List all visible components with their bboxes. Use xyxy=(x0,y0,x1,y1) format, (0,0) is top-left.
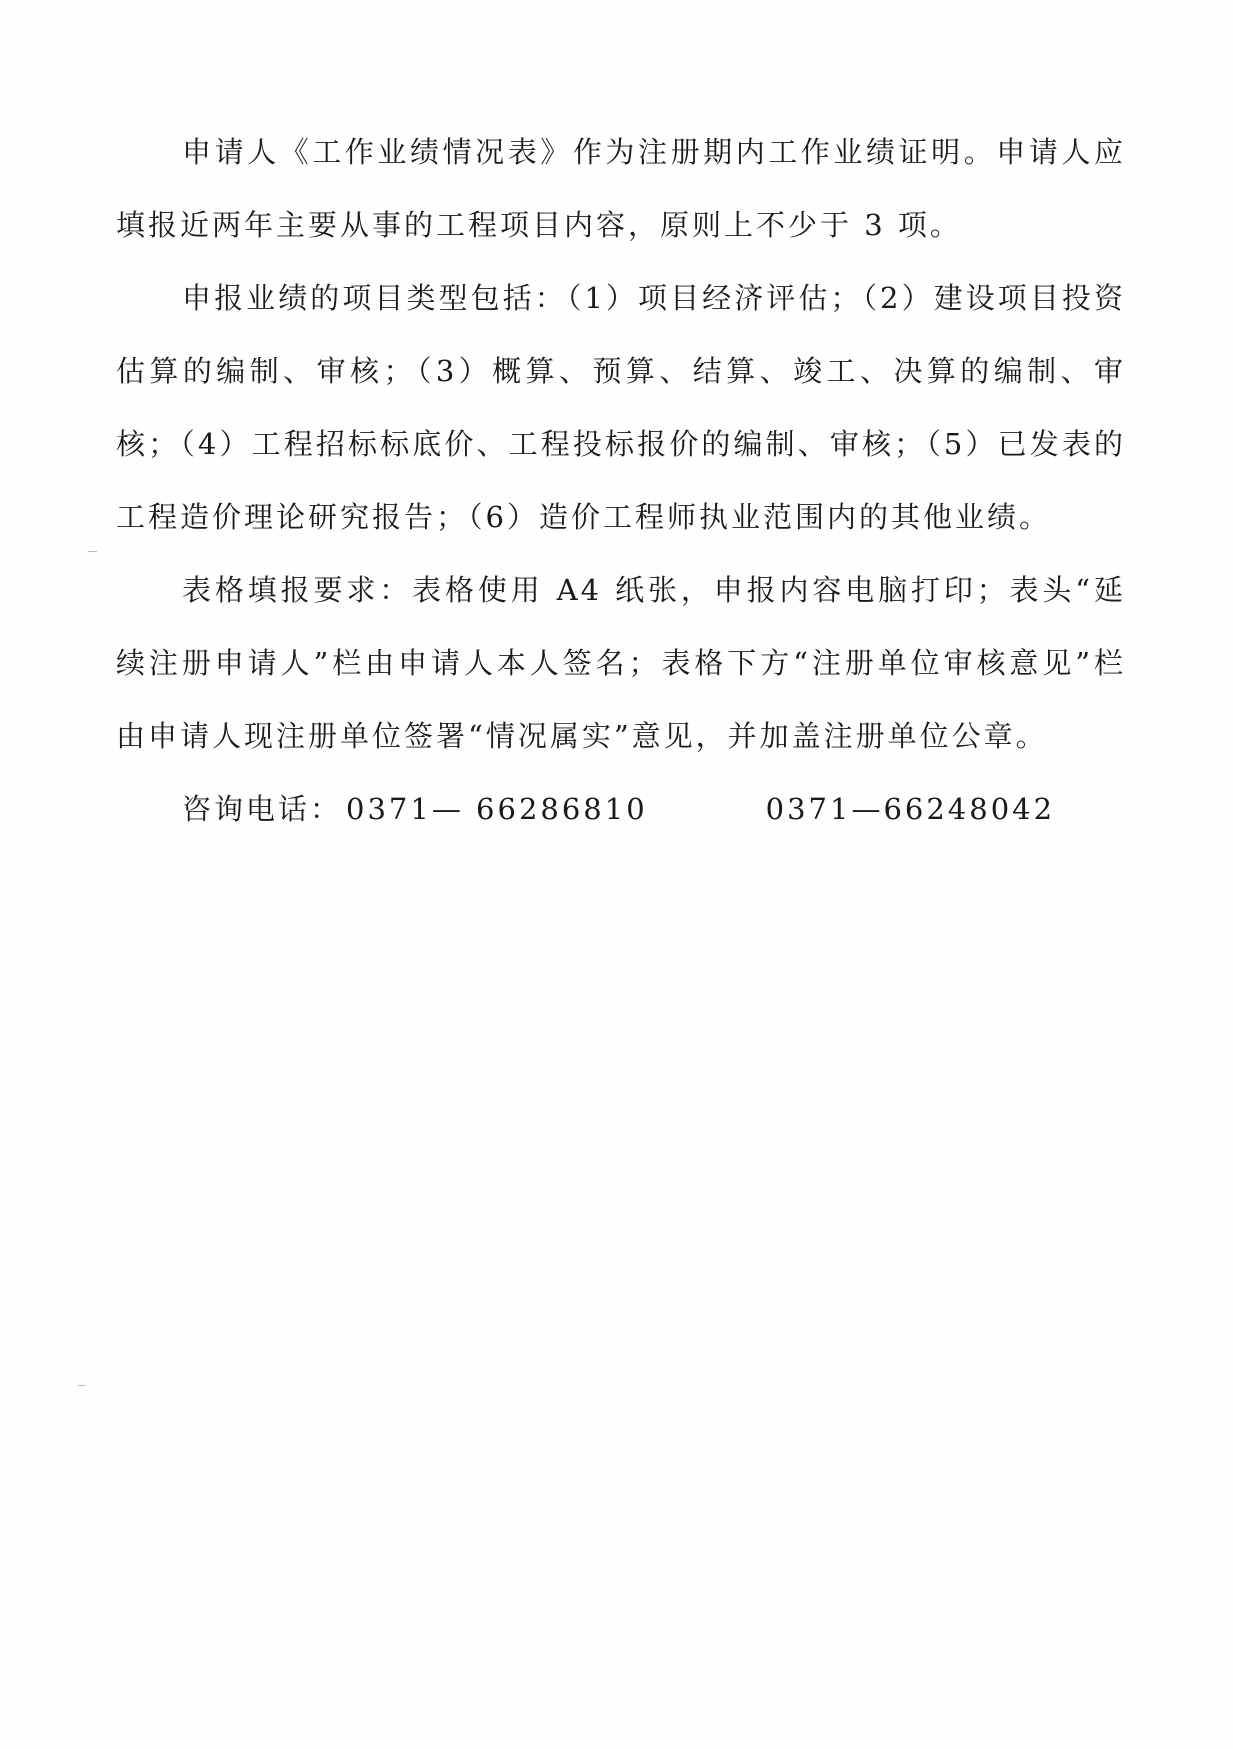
scan-speck xyxy=(78,1385,86,1386)
phone-number-2: 0371—66248042 xyxy=(765,792,1056,826)
document-body xyxy=(116,116,1126,846)
paragraph-project-types: 申报业绩的项目类型包括：（1）项目经济评估；（2）建设项目投资估算的编制、审核；（3）概算、预算、结算、竣工、决算的编制、审核；（4）工程招标标底价、工程投标报价的编制、审核；（5）已发表的工程造价理论研究报告；（6）造价工程师执业范围内的其他业绩。 xyxy=(116,281,1126,534)
paragraph-work-record: 申请人《工作业绩情况表》作为注册期内工作业绩证明。申请人应填报近两年主要从事的工程项目内容，原则上不少于 3 项。 xyxy=(116,135,1126,242)
paragraph-form-requirements: 表格填报要求：表格使用 A4 纸张，申报内容电脑打印；表头“延续注册申请人”栏由申请人本人签名；表格下方“注册单位审核意见”栏由申请人现注册单位签署“情况属实”意见，并加盖注册单位公章。 xyxy=(116,573,1126,753)
phone-number-1: 0371— 66286810 xyxy=(346,792,648,826)
contact-label: 咨询电话： xyxy=(182,792,343,826)
contact-phone-line xyxy=(116,773,1126,846)
scan-speck xyxy=(88,551,97,552)
